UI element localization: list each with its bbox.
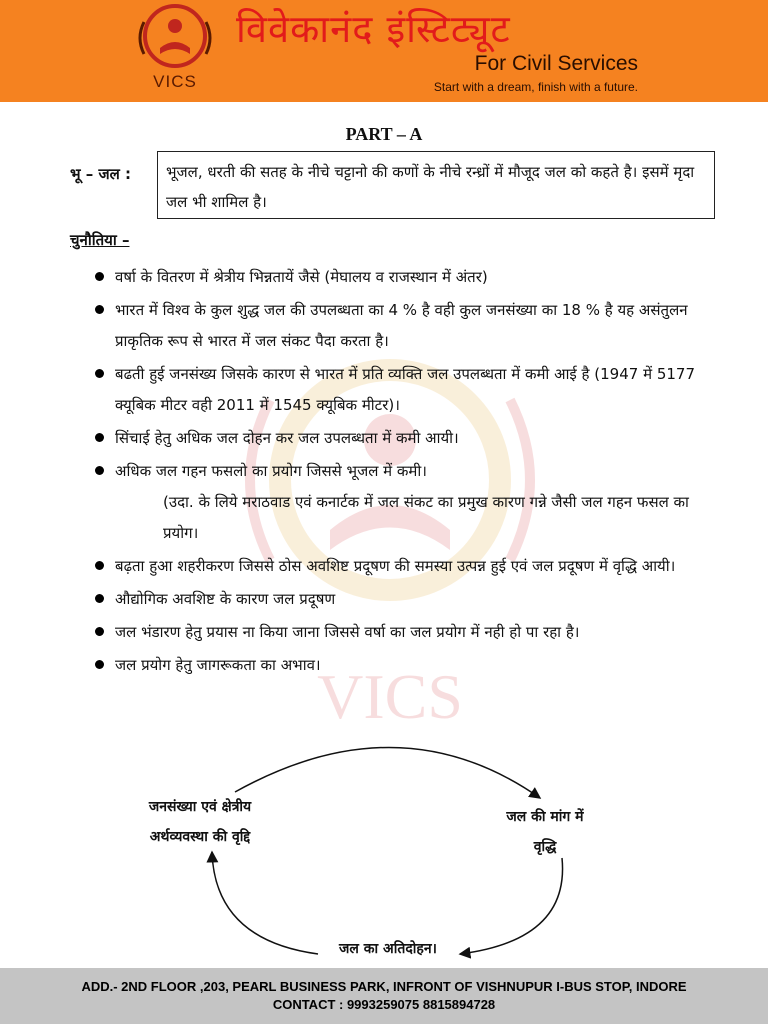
arrow-top: [235, 747, 540, 798]
node-text: अर्थव्यवस्था की वृद्दि: [149, 829, 251, 845]
bullet-icon: [95, 305, 104, 314]
list-item: [95, 262, 695, 293]
node-text: वृद्धि: [533, 839, 557, 855]
logo-text: VICS: [153, 72, 197, 91]
node-text: जनसंख्या एवं क्षेत्रीय: [148, 799, 252, 815]
list-item: [95, 584, 695, 615]
footer-address: ADD.- 2ND FLOOR ,203, PEARL BUSINESS PARK, INFRONT OF VISHNUPUR I-BUS STOP, INDORE: [81, 979, 687, 994]
definition-label: भू – जल :: [70, 165, 132, 183]
brand-subtitle: For Civil Services: [474, 52, 638, 75]
challenges-list: [95, 262, 695, 683]
node-text: जल की मांग में: [506, 809, 584, 825]
brand-title: विवेकानंद इंस्टिट्यूट: [236, 7, 511, 51]
cycle-diagram: [0, 740, 768, 970]
list-item-text: जल भंडारण हेतु प्रयास ना किया जाना जिससे वर्षा का जल प्रयोग में नही हो पा रहा है।: [115, 623, 580, 641]
list-item: [95, 650, 695, 681]
bullet-icon: [95, 561, 104, 570]
list-item-text: भारत में विश्व के कुल शुद्ध जल की उपलब्धता का 4 % है वही कुल जनसंख्या का 18 % है यह असंतुलन प्राकृतिक रूप से भारत में जल संकट पैदा करता है।: [115, 301, 688, 350]
bullet-icon: [95, 433, 104, 442]
bullet-icon: [95, 369, 104, 378]
bullet-icon: [95, 272, 104, 281]
arrow-left: [212, 852, 318, 954]
list-item-text: सिंचाई हेतु अधिक जल दोहन कर जल उपलब्धता में कमी आयी।: [115, 429, 459, 447]
brand-tagline: Start with a dream, finish with a future.: [433, 80, 638, 94]
part-heading: PART – A: [345, 124, 423, 144]
bullet-icon: [95, 466, 104, 475]
node-water-demand: [480, 802, 610, 862]
list-item-text: बढ़ता हुआ शहरीकरण जिससे ठोस अवशिष्ट प्रदूषण की समस्या उत्पन्न हुई एवं जल प्रदूषण में वृद्धि आयी।: [115, 557, 676, 575]
bullet-icon: [95, 660, 104, 669]
footer-contact: CONTACT : 9993259075 8815894728: [272, 997, 496, 1012]
list-item-text: अधिक जल गहन फसलो का प्रयोग जिससे भूजल में कमी।: [115, 462, 427, 480]
vics-logo: [130, 2, 220, 98]
definition-box: भूजल, धरती की सतह के नीचे चट्टानो की कणों के नीचे रन्ध्रों में मौजूद जल को कहते है। इसमें मृदा जल भी शामिल है।: [157, 151, 715, 219]
list-item-text: बढती हुई जनसंख्य जिसके कारण से भारत में प्रति व्यक्ति जल उपलब्धता में कमी आई है (1947 में 5177 क्यूबिक मीटर वही 2011 में 1545 क्यूबिक मीटर)।: [115, 365, 695, 414]
list-item-text: जल प्रयोग हेतु जागरूकता का अभाव।: [115, 656, 321, 674]
node-overexploitation: जल का अतिदोहन।: [339, 941, 437, 957]
list-item: [95, 617, 695, 648]
header-banner: [0, 0, 768, 102]
footer: [0, 968, 768, 1024]
sub-note: (उदा. के लिये मराठवाड एवं कनार्टक में जल संकट का प्रमुख कारण गन्ने जैसी जल गहन फसल का प्रयोग।: [163, 493, 689, 542]
list-item: [95, 295, 695, 357]
list-item-text: औद्योगिक अवशिष्ट के कारण जल प्रदूषण: [115, 590, 336, 608]
challenges-heading: चुनौतिया –: [70, 231, 130, 249]
arrow-right: [460, 858, 563, 954]
list-item: [95, 359, 695, 421]
watermark-text: VICS: [317, 661, 463, 732]
bullet-icon: [95, 594, 104, 603]
node-population-growth: [110, 792, 290, 852]
list-item: [95, 423, 695, 454]
list-item: [95, 551, 695, 582]
bullet-icon: [95, 627, 104, 636]
list-item: [95, 456, 695, 549]
list-item-text: वर्षा के वितरण में श्रेत्रीय भिन्नतायें जैसे (मेघालय व राजस्थान में अंतर): [115, 268, 488, 286]
